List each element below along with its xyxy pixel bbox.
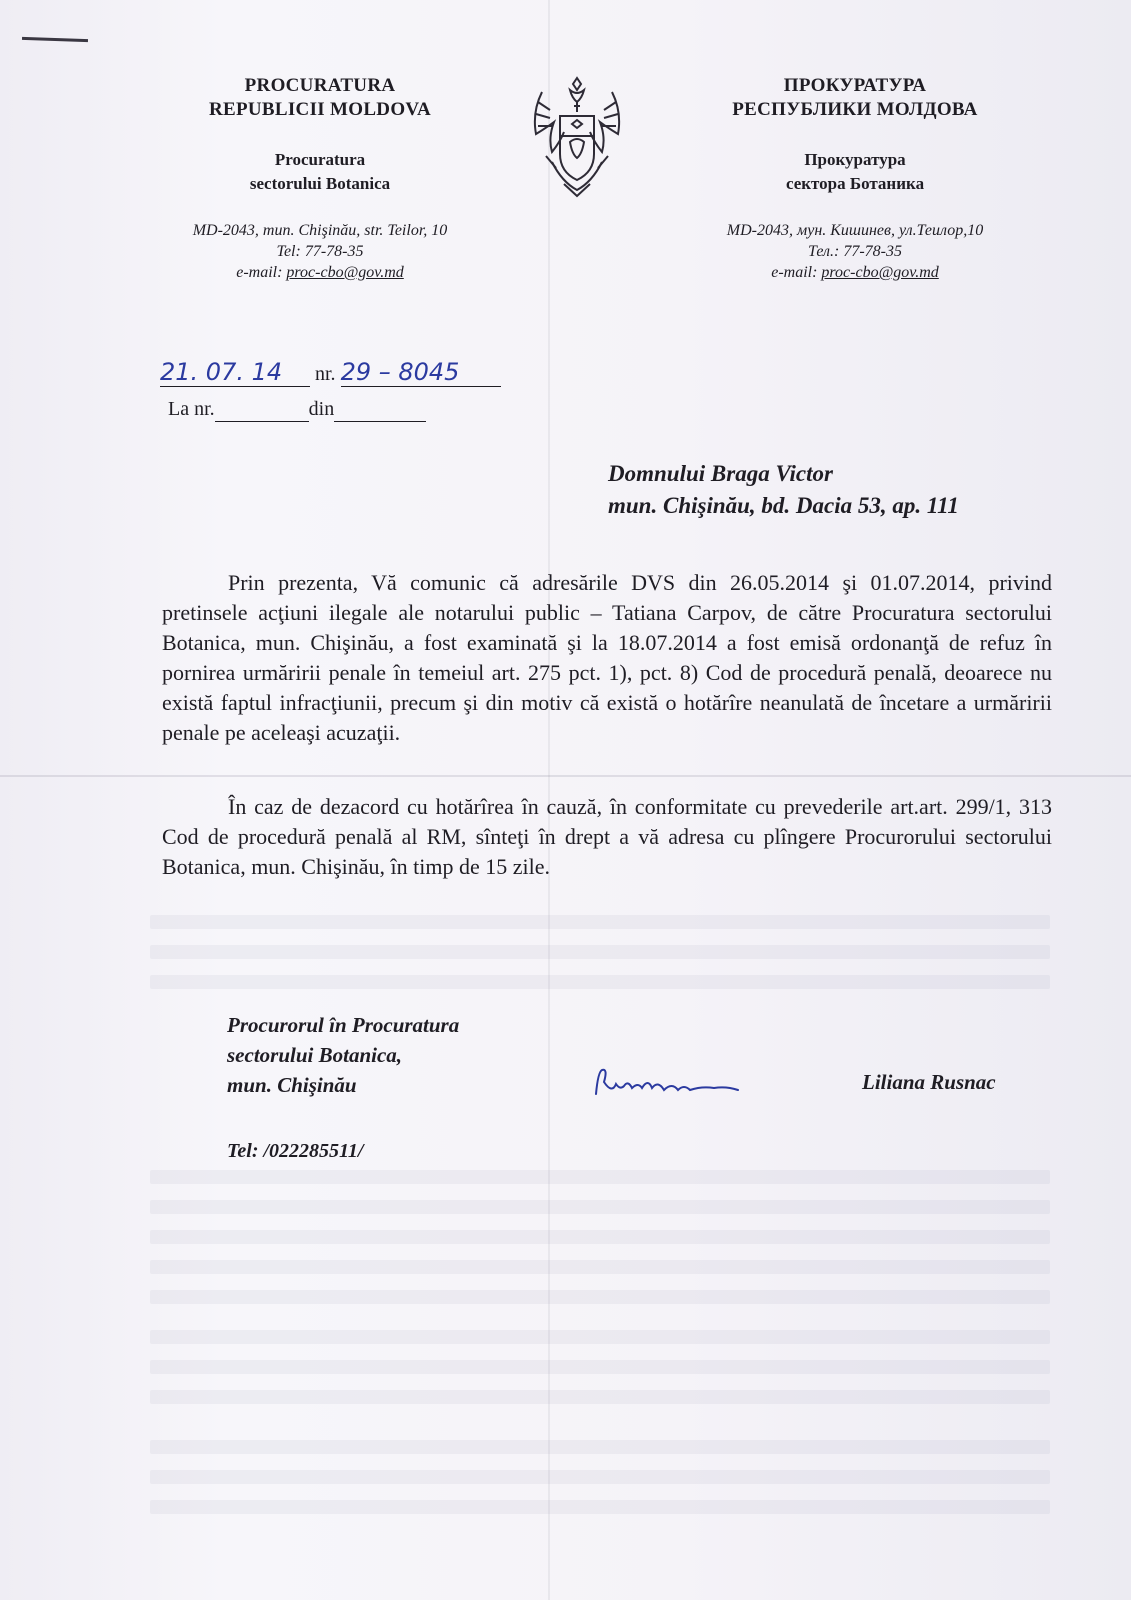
header-right-title-2: РЕСПУБЛИКИ МОЛДОВА xyxy=(732,99,978,120)
moldova-coat-of-arms-icon xyxy=(522,72,632,200)
header-right-address xyxy=(685,220,1025,283)
handwritten-signature xyxy=(592,1060,742,1104)
header-left-sub xyxy=(170,148,470,196)
reference-la-nr-label: La nr. xyxy=(168,398,215,420)
header-right-sub-1: Прокуратура xyxy=(804,150,906,169)
header-right-title-1: ПРОКУРАТУРА xyxy=(783,75,927,96)
header-left-address-2: Tel: 77-78-35 xyxy=(276,243,364,260)
reference-nr-label: nr. xyxy=(315,363,336,385)
showthrough-line xyxy=(150,1290,1050,1304)
header-left-address xyxy=(170,220,470,283)
header-right-sub xyxy=(685,148,1025,196)
header-left-sub-2: sectorului Botanica xyxy=(249,174,391,193)
showthrough-line xyxy=(150,1170,1050,1184)
reference-number-field xyxy=(341,358,501,387)
showthrough-line xyxy=(150,1330,1050,1344)
showthrough-line xyxy=(150,1500,1050,1514)
corner-mark xyxy=(22,37,88,42)
header-right-address-2: Тел.: 77-78-35 xyxy=(808,243,902,260)
header-right-email: proc-cbo@gov.md xyxy=(821,264,939,281)
addressee-name: Domnului Braga Victor xyxy=(608,461,833,486)
reference-number-handwritten: 29 – 8045 xyxy=(340,358,460,386)
paper-fold-horizontal xyxy=(0,775,1131,777)
header-right-address-1: MD-2043, мун. Кишинев, ул.Теилор,10 xyxy=(726,222,984,239)
addressee-address: mun. Chişinău, bd. Dacia 53, ap. 111 xyxy=(608,493,959,518)
reference-line-outgoing xyxy=(160,358,501,387)
signature-block xyxy=(227,1010,459,1100)
header-left-title-1: PROCURATURA xyxy=(244,75,396,96)
addressee xyxy=(608,458,959,522)
showthrough-line xyxy=(150,1440,1050,1454)
showthrough-line xyxy=(150,1470,1050,1484)
showthrough-line xyxy=(150,1200,1050,1214)
showthrough-line xyxy=(150,915,1050,929)
header-right-email-label: e-mail: xyxy=(771,264,818,281)
showthrough-line xyxy=(150,1260,1050,1274)
signature-title-1: Procurorul în Procuratura xyxy=(227,1013,460,1037)
reference-din-blank xyxy=(334,398,426,422)
body-paragraph-1: Prin prezenta, Vă comunic că adresările DVS din 26.05.2014 şi 01.07.2014, privind pretinsele acţiuni ilegale ale notarului public – Tatiana Carpov, de către Procuratura sectorului Botanica, mun. Chişinău, a fost examinată şi la 18.07.2014 a fost emisă ordonanţă de refuz în pornirea urmăririi penale în temeiul art. 275 pct. 1), pct. 8) Cod de procedură penală, deoarece nu există faptul infracţiunii, precum şi din motiv că există o hotărîre neanulată de încetare a urmăririi penale pe aceleaşi acuzaţii. xyxy=(162,570,1052,745)
reference-date-field xyxy=(160,358,310,387)
header-left-sub-1: Procuratura xyxy=(274,150,366,169)
showthrough-line xyxy=(150,1230,1050,1244)
showthrough-line xyxy=(150,975,1050,989)
header-left xyxy=(170,74,470,283)
header-right-email-line xyxy=(685,262,1025,283)
signature-title-2: sectorului Botanica, xyxy=(227,1043,403,1067)
header-right xyxy=(685,74,1025,283)
header-right-sub-2: сектора Ботаника xyxy=(785,174,925,193)
signature-title-3: mun. Chişinău xyxy=(227,1073,357,1097)
showthrough-line xyxy=(150,1390,1050,1404)
showthrough-line xyxy=(150,945,1050,959)
header-left-title-2: REPUBLICII MOLDOVA xyxy=(209,99,431,120)
header-left-email-label: e-mail: xyxy=(236,264,283,281)
body-paragraph-2: În caz de dezacord cu hotărîrea în cauză, în conformitate cu prevederile art.art. 299/1, 313 Cod de procedură penală al RM, sînteţi în drept a vă adresa cu plîngere Procurorului sectorului Botanica, mun. Chişinău, în timp de 15 zile. xyxy=(162,794,1052,879)
header-left-email-line xyxy=(170,262,470,283)
reference-line-incoming xyxy=(168,398,426,422)
reference-din-label: din xyxy=(308,398,335,420)
header-left-email: proc-cbo@gov.md xyxy=(286,264,404,281)
header-left-address-1: MD-2043, mun. Chişinău, str. Teilor, 10 xyxy=(192,222,448,239)
signatory-phone: Tel: /022285511/ xyxy=(227,1140,364,1162)
reference-la-nr-blank xyxy=(215,398,309,422)
signatory-name: Liliana Rusnac xyxy=(862,1070,996,1094)
showthrough-line xyxy=(150,1360,1050,1374)
reference-date-handwritten: 21. 07. 14 xyxy=(160,358,283,386)
